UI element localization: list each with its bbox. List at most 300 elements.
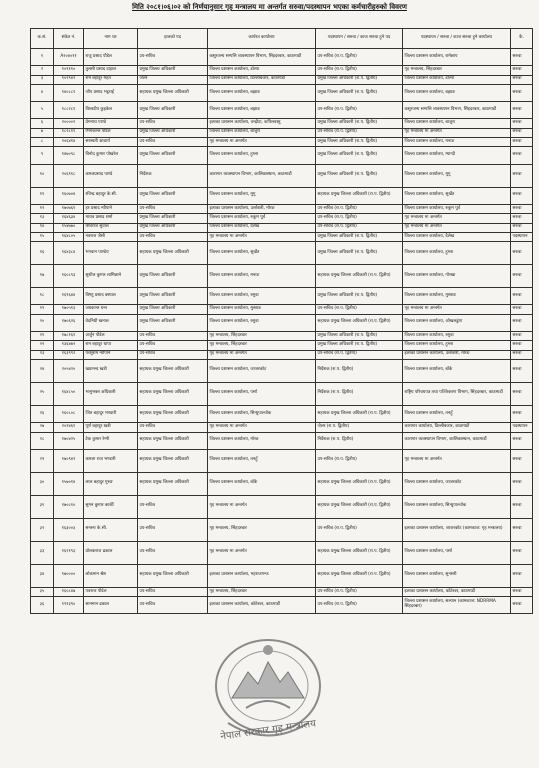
- cell-code: २०६९१८: [54, 164, 84, 187]
- cell-code: २०२४६१: [54, 423, 84, 432]
- cell-name: परशुराम न्यौपाने: [84, 350, 138, 359]
- cell-name: सुशील कुमार लामिछाने: [84, 265, 138, 288]
- cell-assign: प्रमुख जिल्ला अधिकारी (रा.प. द्वितीय): [316, 119, 403, 128]
- cell-sn: २: [31, 66, 54, 75]
- cell-office: जिल्ला प्रशासन कार्यालय, बझाङ: [208, 84, 316, 101]
- table-row: [31, 432, 533, 449]
- cell-office: जिल्ला प्रशासन कार्यालय, डिल्लीबजार, काठमाडौं: [208, 75, 316, 84]
- cell-sn: ११: [31, 187, 54, 204]
- cell-office: गृह मन्त्रालय, सिंहदरबार: [208, 518, 316, 541]
- cell-code: १७०८१०: [54, 495, 84, 518]
- cell-assign: उप-सचिव (रा.प. द्वितीय): [316, 518, 403, 541]
- cell-newoffice: जिल्ला प्रशासन कार्यालय, मुस्ताङ: [403, 288, 511, 305]
- cell-sn: ३३: [31, 541, 54, 564]
- cell-sn: ३०: [31, 472, 54, 495]
- cell-code: १३६४७२: [54, 341, 84, 350]
- header-name: नाम थर: [84, 29, 138, 49]
- header-newoffice: पदस्थापन / सरुवा / काज सरुवा हुने कार्यालय: [403, 29, 511, 49]
- cell-office: जिल्ला प्रशासन कार्यालय, बाजुरा: [208, 128, 316, 137]
- cell-newoffice: जिल्ला प्रशासन कार्यालय, सल्यान (कामकाज: NDRRMA सिंहदरबार): [403, 597, 511, 614]
- cell-post: सहायक प्रमुख जिल्ला अधिकारी: [138, 432, 208, 449]
- cell-remark: सरुवा: [511, 138, 533, 147]
- cell-code: १७८१६१: [54, 332, 84, 341]
- cell-newoffice: जिल्ला प्रशासन कार्यालय, गोरखा: [403, 265, 511, 288]
- cell-name: सानमान ढकाल: [84, 597, 138, 614]
- table-row: [31, 423, 533, 432]
- cell-code: १७०४२५: [54, 432, 84, 449]
- table-row: [31, 495, 533, 518]
- cell-remark: सरुवा: [511, 66, 533, 75]
- cell-name: लाल बहादुर गुरुङ: [84, 472, 138, 495]
- cell-name: सन्तना के.सी.: [84, 518, 138, 541]
- cell-newoffice: जिल्ला प्रशासन कार्यालय, पर्सा: [403, 541, 511, 564]
- cell-sn: १४: [31, 223, 54, 232]
- cell-post: प्रमुख जिल्ला अधिकारी: [138, 147, 208, 164]
- cell-newoffice: जिल्ला प्रशासन कार्यालय, डोल्पा: [403, 75, 511, 84]
- cell-remark: सरुवा: [511, 405, 533, 422]
- header-remark: कै.: [511, 29, 533, 49]
- header-sn: क.सं.: [31, 29, 54, 49]
- cell-code: २०६४१४: [54, 138, 84, 147]
- cell-newoffice: जिल्ला प्रशासन कार्यालय, हुम्ला: [403, 341, 511, 350]
- cell-office: जिल्ला प्रशासन कार्यालय, बाँके: [208, 472, 316, 495]
- table-row: [31, 214, 533, 223]
- header-assign: पदस्थापन / सरुवा / काज सरुवा हुने पद: [316, 29, 403, 49]
- cell-newoffice: जिल्ला प्रशासन कार्यालय, जाजरकोट: [403, 472, 511, 495]
- cell-assign: उप-सचिव (रा.प. द्वितीय): [316, 49, 403, 66]
- cell-newoffice: जिल्ला प्रशासन कार्यालय, सिन्धुपाल्चोक: [403, 495, 511, 518]
- cell-assign: सहायक प्रमुख जिल्ला अधिकारी (रा.प. द्वितीय): [316, 541, 403, 564]
- cell-assign: निर्देशक (रा.प. द्वितीय): [316, 432, 403, 449]
- table-row: [31, 147, 533, 164]
- table-row: [31, 341, 533, 350]
- cell-code: १०२९४२: [54, 75, 84, 84]
- cell-sn: १७: [31, 265, 54, 288]
- cell-newoffice: जिल्ला प्रशासन कार्यालय, बाजुरा: [403, 119, 511, 128]
- cell-code: १६३००३: [54, 518, 84, 541]
- cell-office: गृह मन्त्रालय मा अन्तर्गत: [208, 423, 316, 432]
- cell-name: हर प्रसाद न्यौपाने: [84, 204, 138, 213]
- cell-code: A२०४०११: [54, 49, 84, 66]
- cell-office: जिल्ला प्रशासन कार्यालय, रुकुम पूर्व: [208, 214, 316, 223]
- cell-newoffice: कारागार व्यवस्थापन विभाग, कालिकास्थान, काठमाडौं: [403, 432, 511, 449]
- cell-office: गृह मन्त्रालय मा अन्तर्गत: [208, 350, 316, 359]
- cell-assign: सहायक प्रमुख जिल्ला अधिकारी (रा.प. द्वितीय): [316, 495, 403, 518]
- cell-newoffice: गृह मन्त्रालय मा अन्तर्गत: [403, 449, 511, 472]
- cell-newoffice: गृह मन्त्रालय मा अन्तर्गत: [403, 128, 511, 137]
- cell-office: इलाका प्रशासन कार्यालय, उर्लाबारी, मोरङ: [208, 204, 316, 213]
- cell-sn: २३: [31, 350, 54, 359]
- cell-remark: सरुवा: [511, 119, 533, 128]
- cell-office: गृह मन्त्रालय मा अन्तर्गत: [208, 232, 316, 241]
- cell-sn: २९: [31, 449, 54, 472]
- cell-office: जिल्ला प्रशासन कार्यालय, पर्सा: [208, 382, 316, 405]
- cell-sn: १६: [31, 242, 54, 265]
- cell-sn: १०: [31, 164, 54, 187]
- cell-assign: उप-सचिव (रा.प. द्वितीय): [316, 214, 403, 223]
- cell-post: उप-सचिव: [138, 332, 208, 341]
- cell-assign: प्रमुख जिल्ला अधिकारी (रा.प. द्वितीय): [316, 232, 403, 241]
- cell-post: उप-सचिव: [138, 423, 208, 432]
- table-body: [31, 49, 533, 614]
- cell-name: तुलसी प्रसाद दाहाल: [84, 66, 138, 75]
- cell-newoffice: इलाका प्रशासन कार्यालय, जाजरकोट (कामकाज: गृह मन्त्रालय): [403, 518, 511, 541]
- cell-name: खडानन्द खत्री: [84, 359, 138, 382]
- cell-code: १६०७०४: [54, 187, 84, 204]
- cell-post: उप-सचिव: [138, 495, 208, 518]
- cell-name: पवराज पौडेल: [84, 587, 138, 596]
- table-row: [31, 332, 533, 341]
- table-row: [31, 232, 533, 241]
- cell-name: राम बहादुर थापा: [84, 341, 138, 350]
- table-row: [31, 265, 533, 288]
- cell-code: १४७०९८: [54, 147, 84, 164]
- cell-office: जिल्ला प्रशासन कार्यालय, सिन्धुपाल्चोक: [208, 405, 316, 422]
- cell-code: १६४६३४: [54, 214, 84, 223]
- cell-assign: प्रमुख जिल्ला अधिकारी (रा.प. द्वितीय): [316, 242, 403, 265]
- table-row: [31, 518, 533, 541]
- cell-code: २०५४२०: [54, 359, 84, 382]
- table-row: [31, 597, 533, 614]
- cell-office: जिल्ला प्रशासन कार्यालय, सुर्खेत: [208, 242, 316, 265]
- cell-name: लोकमान श्रेष्ठ: [84, 564, 138, 587]
- cell-post: निर्देशक: [138, 164, 208, 187]
- cell-name: कमला राज भण्डारी: [84, 449, 138, 472]
- table-row: [31, 75, 533, 84]
- cell-name: टेक कुमार रेग्मी: [84, 432, 138, 449]
- cell-name: अर्जुन पौडेल: [84, 332, 138, 341]
- cell-name: विनोद कुमार पोखरेल: [84, 147, 138, 164]
- cell-newoffice: जिल्ला प्रशासन कार्यालय, बाँके: [403, 359, 511, 382]
- cell-newoffice: जिल्ला प्रशासन कार्यालय, मनाङ: [403, 138, 511, 147]
- cell-name: माधव प्रसाद शर्मा: [84, 214, 138, 223]
- cell-office: कारागार व्यवस्थापन विभाग, कालिकास्थान, काठमाडौं: [208, 164, 316, 187]
- cell-sn: ३: [31, 75, 54, 84]
- cell-code: १६४८०५: [54, 232, 84, 241]
- cell-assign: सहायक प्रमुख जिल्ला अधिकारी (रा.प. द्वितीय): [316, 187, 403, 204]
- cell-sn: ७: [31, 128, 54, 137]
- cell-name: विश्वदीप कुइकेल: [84, 102, 138, 119]
- cell-sn: १८: [31, 288, 54, 305]
- cell-newoffice: गृह मन्त्रालय, सिंहदरबार: [403, 66, 511, 75]
- cell-name: जीप प्रसाद भट्टराई: [84, 84, 138, 101]
- cell-remark: सरुवा: [511, 128, 533, 137]
- cell-name: राजु प्रसाद पौडेल: [84, 49, 138, 66]
- seal-caption: नेपाल सरकार गृह मन्त्रालय: [219, 718, 317, 743]
- cell-post: सहायक प्रमुख जिल्ला अधिकारी: [138, 359, 208, 382]
- cell-office: जिल्ला प्रशासन कार्यालय, रसुवा: [208, 314, 316, 331]
- cell-code: १५७०१४: [54, 472, 84, 495]
- cell-sn: २६: [31, 405, 54, 422]
- document-title: मिति २०८१।०६।०२ को निर्णयानुसार गृह मन्त्रालय मा अन्तर्गत सरुवा/पदस्थापन भएका कर्मचारीहरुको विवरण: [132, 3, 407, 11]
- cell-sn: ३४: [31, 564, 54, 587]
- table-row: [31, 314, 533, 331]
- cell-remark: सरुवा: [511, 332, 533, 341]
- cell-office: जिल्ला प्रशासन कार्यालय, डोल्पा: [208, 66, 316, 75]
- cell-remark: सरुवा: [511, 147, 533, 164]
- cell-remark: सरुवा: [511, 341, 533, 350]
- cell-newoffice: जिल्ला प्रशासन कार्यालय, सुनसरी: [403, 564, 511, 587]
- cell-code: १९१३९०: [54, 597, 84, 614]
- cell-post: उप-सचिव: [138, 587, 208, 596]
- cell-name: सुमन कुमार कार्की: [84, 495, 138, 518]
- cell-office: इलाका प्रशासन कार्यालय, कोटेश्वर, काठमाडौं: [208, 597, 316, 614]
- cell-code: १६०८०८: [54, 405, 84, 422]
- cell-remark: सरुवा: [511, 164, 533, 187]
- cell-remark: सरुवा: [511, 102, 533, 119]
- cell-post: सहायक प्रमुख जिल्ला अधिकारी: [138, 472, 208, 495]
- cell-post: प्रमुख जिल्ला अधिकारी: [138, 223, 208, 232]
- cell-code: १५४७७०: [54, 223, 84, 232]
- cell-remark: सरुवा: [511, 84, 533, 101]
- cell-post: प्रमुख जिल्ला अधिकारी: [138, 265, 208, 288]
- cell-sn: २१: [31, 332, 54, 341]
- cell-sn: ९: [31, 147, 54, 164]
- cell-assign: प्रमुख जिल्ला अधिकारी (रा.प. द्वितीय): [316, 84, 403, 101]
- cell-remark: सरुवा: [511, 587, 533, 596]
- cell-code: १६९६४४: [54, 288, 84, 305]
- cell-remark: सरुवा: [511, 242, 533, 265]
- cell-office: कसुरजन्य सम्पत्ति व्यवस्थापन विभाग, सिंहदरबार, काठमाडौं: [208, 49, 316, 66]
- cell-sn: ५: [31, 102, 54, 119]
- cell-newoffice: इलाका प्रशासन कार्यालय, कोटेश्वर, काठमाडौं: [403, 587, 511, 596]
- cell-office: गृह मन्त्रालय, सिंहदरबार: [208, 587, 316, 596]
- cell-assign: उप-सचिव (रा.प. द्वितीय): [316, 102, 403, 119]
- cell-office: जिल्ला प्रशासन कार्यालय, हुम्ला: [208, 147, 316, 164]
- cell-newoffice: जिल्ला प्रशासन कार्यालय, तनहुँ: [403, 405, 511, 422]
- cell-code: १६४३८४: [54, 242, 84, 265]
- cell-name: वेदनिधी खनाल: [84, 314, 138, 331]
- cell-remark: सरुवा: [511, 449, 533, 472]
- cell-assign: प्रमुख जिल्ला अधिकारी (रा.प. द्वितीय): [316, 164, 403, 187]
- cell-post: उप-सचिव: [138, 518, 208, 541]
- cell-assign: सहायक प्रमुख जिल्ला अधिकारी (रा.प. द्वितीय): [316, 564, 403, 587]
- cell-remark: सरुवा: [511, 305, 533, 314]
- cell-post: उप-सचिव: [138, 341, 208, 350]
- table-row: [31, 359, 533, 382]
- table-row: [31, 119, 533, 128]
- table-row: [31, 187, 533, 204]
- cell-post: प्रमुख जिल्ला अधिकारी: [138, 128, 208, 137]
- cell-post: जेलर: [138, 75, 208, 84]
- cell-name: कमलप्रसाद पाण्डे: [84, 164, 138, 187]
- cell-remark: सरुवा: [511, 223, 533, 232]
- table-row: [31, 102, 533, 119]
- cell-post: उप-सचिव: [138, 204, 208, 213]
- cell-remark: सरुवा: [511, 472, 533, 495]
- cell-post: सहायक प्रमुख जिल्ला अधिकारी: [138, 449, 208, 472]
- cell-post: प्रमुख जिल्ला अधिकारी: [138, 66, 208, 75]
- cell-code: १०९११०: [54, 66, 84, 75]
- cell-assign: उप-सचिव (रा.प. द्वितीय): [316, 66, 403, 75]
- cell-name: जित बहादुर भण्डारी: [84, 405, 138, 422]
- cell-remark: सरुवा: [511, 75, 533, 84]
- cell-newoffice: जिल्ला प्रशासन कार्यालय, दैलेख: [403, 232, 511, 241]
- cell-remark: सरुवा: [511, 541, 533, 564]
- cell-newoffice: जिल्ला प्रशासन कार्यालय, ओखलढुंगा: [403, 314, 511, 331]
- cell-code: १८२८११: [54, 128, 84, 137]
- cell-code: १७०६२६: [54, 314, 84, 331]
- cell-assign: उप-सचिव (रा.प. द्वितीय): [316, 128, 403, 137]
- cell-name: भगवान पाण्डेय: [84, 242, 138, 265]
- cell-post: उप-सचिव: [138, 138, 208, 147]
- cell-post: सहायक प्रमुख जिल्ला अधिकारी: [138, 405, 208, 422]
- table-row: [31, 288, 533, 305]
- cell-name: प्रोलकराज ढकाल: [84, 541, 138, 564]
- cell-sn: ३६: [31, 597, 54, 614]
- cell-code: १६२१९३: [54, 541, 84, 564]
- cell-remark: सरुवा: [511, 49, 533, 66]
- table-row: [31, 564, 533, 587]
- cell-remark: सरुवा: [511, 288, 533, 305]
- cell-assign: प्रमुख जिल्ला अधिकारी (रा.प. द्वितीय): [316, 288, 403, 305]
- cell-sn: २०: [31, 314, 54, 331]
- cell-name: भिमकान्त पौडेल: [84, 128, 138, 137]
- cell-assign: उप-सचिव (रा.प. द्वितीय): [316, 587, 403, 596]
- cell-office: जिल्ला प्रशासन कार्यालय, मुगु: [208, 187, 316, 204]
- cell-remark: सरुवा: [511, 187, 533, 204]
- cell-assign: निर्देशक (रा.प. द्वितीय): [316, 359, 403, 382]
- cell-sn: १२: [31, 204, 54, 213]
- cell-remark: सरुवा: [511, 597, 533, 614]
- cell-post: प्रमुख जिल्ला अधिकारी: [138, 305, 208, 314]
- cell-sn: १५: [31, 232, 54, 241]
- cell-sn: ८: [31, 138, 54, 147]
- cell-code: १८८२८१: [54, 102, 84, 119]
- cell-name: नवराज जैसी: [84, 232, 138, 241]
- cell-office: जिल्ला प्रशासन कार्यालय, मोरङ: [208, 432, 316, 449]
- cell-office: गृह मन्त्रालय, सिंहदरबार: [208, 332, 316, 341]
- cell-newoffice: राष्ट्रिय परिचयपत्र तथा पञ्जिकरण विभाग, सिंहदरबार, काठमाडौं: [403, 382, 511, 405]
- cell-post: प्रमुख जिल्ला अधिकारी: [138, 187, 208, 204]
- cell-assign: सहायक प्रमुख जिल्ला अधिकारी (रा.प. द्वितीय): [316, 314, 403, 331]
- cell-code: १६०८४७: [54, 587, 84, 596]
- cell-code: १७००००: [54, 564, 84, 587]
- table-row: [31, 350, 533, 359]
- cell-newoffice: गृह मन्त्रालय मा अन्तर्गत: [403, 214, 511, 223]
- cell-sn: २५: [31, 382, 54, 405]
- cell-remark: पदस्थापन: [511, 232, 533, 241]
- cell-sn: ६: [31, 119, 54, 128]
- cell-newoffice: जिल्ला प्रशासन कार्यालय, बझाङ: [403, 84, 511, 101]
- cell-post: प्रमुख जिल्ला अधिकारी: [138, 102, 208, 119]
- cell-office: जिल्ला प्रशासन कार्यालय, मनाङ: [208, 265, 316, 288]
- cell-newoffice: जिल्ला प्रशासन कार्यालय, रामेछाप: [403, 49, 511, 66]
- cell-newoffice: जिल्ला प्रशासन कार्यालय, रुकुम पूर्व: [403, 204, 511, 213]
- cell-assign: प्रमुख जिल्ला अधिकारी (रा.प. द्वितीय): [316, 75, 403, 84]
- cell-office: जिल्ला प्रशासन कार्यालय, दैलेख: [208, 223, 316, 232]
- cell-office: जिल्ला प्रशासन कार्यालय, रसुवा: [208, 288, 316, 305]
- cell-assign: उप-सचिव (रा.प. द्वितीय): [316, 223, 403, 232]
- cell-post: उप-सचिव: [138, 119, 208, 128]
- cell-remark: सरुवा: [511, 518, 533, 541]
- cell-office: गृह मन्त्रालय मा अन्तर्गत: [208, 495, 316, 518]
- cell-name: पूर्ण बहादुर खत्री: [84, 423, 138, 432]
- cell-sn: १: [31, 49, 54, 66]
- cell-post: उप-सचिव: [138, 49, 208, 66]
- cell-code: १६४८५०: [54, 382, 84, 405]
- table-row: [31, 382, 533, 405]
- cell-newoffice: जिल्ला प्रशासन कार्यालय, हुम्ला: [403, 242, 511, 265]
- cell-newoffice: जिल्ला प्रशासन कार्यालय, मुगु: [403, 164, 511, 187]
- cell-assign: उप-सचिव (रा.प. द्वितीय): [316, 449, 403, 472]
- cell-code: १७०५१३: [54, 305, 84, 314]
- cell-remark: सरुवा: [511, 265, 533, 288]
- cell-code: १४०८८१: [54, 84, 84, 101]
- cell-code: २००००२: [54, 119, 84, 128]
- cell-remark: सरुवा: [511, 359, 533, 382]
- header-code: संकेत नं.: [54, 29, 84, 49]
- cell-name: रविन्द्र बहादुर के.सी.: [84, 187, 138, 204]
- cell-remark: सरुवा: [511, 564, 533, 587]
- cell-post: प्रमुख जिल्ला अधिकारी: [138, 314, 208, 331]
- table-row: [31, 223, 533, 232]
- table-row: [31, 164, 533, 187]
- cell-code: १७०७६१: [54, 204, 84, 213]
- header-office: कार्यरत कार्यालय: [208, 29, 316, 49]
- cell-sn: ३५: [31, 587, 54, 596]
- transfer-table: [30, 28, 533, 614]
- cell-sn: २२: [31, 341, 54, 350]
- cell-office: इलाका प्रशासन कार्यालय, महराजगन्ज: [208, 564, 316, 587]
- cell-post: सहायक प्रमुख जिल्ला अधिकारी: [138, 382, 208, 405]
- table-row: [31, 242, 533, 265]
- cell-post: उप-सचिव: [138, 597, 208, 614]
- cell-remark: सरुवा: [511, 495, 533, 518]
- cell-assign: उप-सचिव (रा.प. द्वितीय): [316, 204, 403, 213]
- cell-office: इलाका प्रशासन कार्यालय, चन्द्रौटा, कपिलवस्तु: [208, 119, 316, 128]
- cell-office: जिल्ला प्रशासन कार्यालय, मुस्ताङ: [208, 305, 316, 314]
- table-row: [31, 49, 533, 66]
- cell-office: जिल्ला प्रशासन कार्यालय, तनहुँ: [208, 449, 316, 472]
- cell-post: प्रमुख जिल्ला अधिकारी: [138, 214, 208, 223]
- cell-sn: २४: [31, 359, 54, 382]
- cell-name: भानुभक्त अधिकारी: [84, 382, 138, 405]
- cell-remark: सरुवा: [511, 350, 533, 359]
- table-header-row: [31, 29, 533, 49]
- table-row: [31, 541, 533, 564]
- cell-remark: सरुवा: [511, 432, 533, 449]
- table-row: [31, 587, 533, 596]
- cell-office: जिल्ला प्रशासन कार्यालय, जाजरकोट: [208, 359, 316, 382]
- cell-newoffice: जिल्ला प्रशासन कार्यालय, सुर्खेत: [403, 187, 511, 204]
- cell-assign: उप-सचिव (रा.प. द्वितीय): [316, 305, 403, 314]
- cell-remark: सरुवा: [511, 382, 533, 405]
- table-row: [31, 138, 533, 147]
- cell-assign: निर्देशक (रा.प. द्वितीय): [316, 382, 403, 405]
- cell-assign: सहायक प्रमुख जिल्ला अधिकारी (रा.प. द्वितीय): [316, 405, 403, 422]
- cell-sn: १३: [31, 214, 54, 223]
- cell-office: गृह मन्त्रालय, सिंहदरबार: [208, 341, 316, 350]
- table-row: [31, 128, 533, 137]
- cell-sn: २८: [31, 432, 54, 449]
- cell-assign: प्रमुख जिल्ला अधिकारी (रा.प. द्वितीय): [316, 332, 403, 341]
- cell-remark: सरुवा: [511, 214, 533, 223]
- header-post: हालको पद: [138, 29, 208, 49]
- cell-newoffice: कसुरजन्य सम्पत्ति व्यवस्थापन विभाग, सिंहदरबार, काठमाडौं: [403, 102, 511, 119]
- cell-newoffice: गृह मन्त्रालय मा अन्तर्गत: [403, 305, 511, 314]
- cell-assign: सहायक प्रमुख जिल्ला अधिकारी (रा.प. द्वितीय): [316, 265, 403, 288]
- cell-name: जयकान्त यन्त: [84, 305, 138, 314]
- cell-name: सरस्वती आचार्य: [84, 138, 138, 147]
- table-row: [31, 204, 533, 213]
- cell-newoffice: जिल्ला प्रशासन कार्यालय, रसुवा: [403, 332, 511, 341]
- cell-assign: सहायक प्रमुख जिल्ला अधिकारी (रा.प. द्वितीय): [316, 472, 403, 495]
- cell-newoffice: इलाका प्रशासन कार्यालय, उर्लाबारी, मोरङ: [403, 350, 511, 359]
- cell-post: सहायक प्रमुख जिल्ला अधिकारी: [138, 242, 208, 265]
- cell-assign: प्रमुख जिल्ला अधिकारी (रा.प. द्वितीय): [316, 147, 403, 164]
- cell-sn: ३२: [31, 518, 54, 541]
